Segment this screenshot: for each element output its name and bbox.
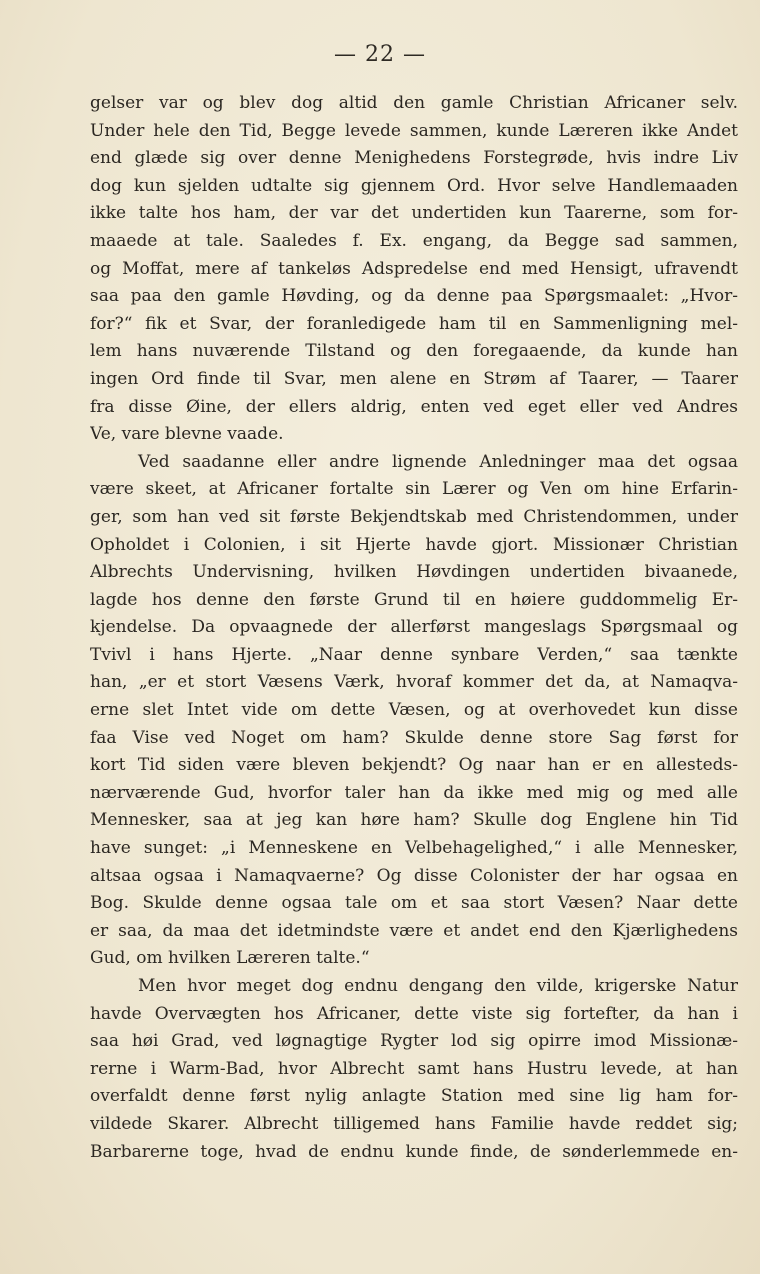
page-number-header: — 22 — xyxy=(334,42,426,67)
text-line: ger, som han ved sit første Bekjendtskab med Christendommen, under xyxy=(90,506,738,527)
text-line: kort Tid siden være bleven bekjendt? Og naar han er en allesteds- xyxy=(90,755,738,776)
text-line: have sunget: „i Menneskene en Velbehagelighed,“ i alle Mennesker, xyxy=(90,838,738,859)
text-line: lagde hos denne den første Grund til en høiere guddommelig Er- xyxy=(90,589,738,610)
text-line: Opholdet i Colonien, i sit Hjerte havde gjort. Missionær Christian xyxy=(90,534,738,555)
text-line: kjendelse. Da opvaagnede der allerførst mangeslags Spørgsmaal og xyxy=(90,617,738,638)
text-line: saa høi Grad, ved løgnagtige Rygter lod sig opirre imod Missionæ- xyxy=(90,1031,738,1052)
text-line: for?“ fik et Svar, der foranledigede ham til en Sammenligning mel- xyxy=(90,313,738,334)
text-line: Barbarerne toge, hvad de endnu kunde finde, de sønderlemmede en- xyxy=(90,1141,738,1162)
text-line: Gud, om hvilken Læreren talte.“ xyxy=(90,948,370,969)
text-line: erne slet Intet vide om dette Væsen, og at overhovedet kun disse xyxy=(90,700,738,721)
text-line: nærværende Gud, hvorfor taler han da ikke med mig og med alle xyxy=(90,782,738,803)
text-line: er saa, da maa det idetmindste være et andet end den Kjærlighedens xyxy=(90,920,738,941)
text-line: han, „er et stort Væsens Værk, hvoraf kommer det da, at Namaqva- xyxy=(90,672,738,693)
text-line: være skeet, at Africaner fortalte sin Lærer og Ven om hine Erfarin- xyxy=(90,479,738,500)
text-line: og Moffat, mere af tankeløs Adspredelse end med Hensigt, ufravendt xyxy=(90,258,738,279)
text-line: faa Vise ved Noget om ham? Skulde denne store Sag først for xyxy=(90,727,738,748)
text-line: Ved saadanne eller andre lignende Anledninger maa det ogsaa xyxy=(138,451,738,472)
text-line: Under hele den Tid, Begge levede sammen, kunde Læreren ikke Andet xyxy=(90,120,738,141)
text-line: rerne i Warm-Bad, hvor Albrecht samt hans Hustru levede, at han xyxy=(90,1058,738,1079)
text-line: havde Overvægten hos Africaner, dette viste sig fortefter, da han i xyxy=(90,1003,738,1024)
text-line: saa paa den gamle Høvding, og da denne paa Spørgsmaalet: „Hvor- xyxy=(90,286,738,307)
text-line: dog kun sjelden udtalte sig gjennem Ord. Hvor selve Handlemaaden xyxy=(90,175,738,196)
text-line: lem hans nuværende Tilstand og den foregaaende, da kunde han xyxy=(90,341,738,362)
text-line: Mennesker, saa at jeg kan høre ham? Skulle dog Englene hin Tid xyxy=(90,810,738,831)
text-line: Albrechts Undervisning, hvilken Høvdingen undertiden bivaanede, xyxy=(90,562,738,583)
text-line: gelser var og blev dog altid den gamle Christian Africaner selv. xyxy=(90,93,738,113)
text-line: Bog. Skulde denne ogsaa tale om et saa stort Væsen? Naar dette xyxy=(90,893,738,914)
text-line: maaede at tale. Saaledes f. Ex. engang, da Begge sad sammen, xyxy=(90,230,738,251)
body-text xyxy=(90,90,738,1166)
text-line: ingen Ord finde til Svar, men alene en Strøm af Taarer, — Taarer xyxy=(90,368,738,389)
text-line: overfaldt denne først nylig anlagte Station med sine lig ham for- xyxy=(90,1086,738,1107)
text-line: Ve, vare blevne vaade. xyxy=(90,424,284,445)
text-line: vildede Skarer. Albrecht tilligemed hans Familie havde reddet sig; xyxy=(90,1113,738,1134)
text-line: Men hvor meget dog endnu dengang den vilde, krigerske Natur xyxy=(138,976,738,996)
text-line: fra disse Øine, der ellers aldrig, enten ved eget eller ved Andres xyxy=(90,396,738,417)
text-line: ikke talte hos ham, der var det undertiden kun Taarerne, som for- xyxy=(90,203,738,224)
text-line: altsaa ogsaa i Namaqvaerne? Og disse Colonister der har ogsaa en xyxy=(90,865,738,886)
text-line: Tvivl i hans Hjerte. „Naar denne synbare Verden,“ saa tænkte xyxy=(90,644,738,665)
text-line: end glæde sig over denne Menighedens Forstegrøde, hvis indre Liv xyxy=(90,148,738,169)
